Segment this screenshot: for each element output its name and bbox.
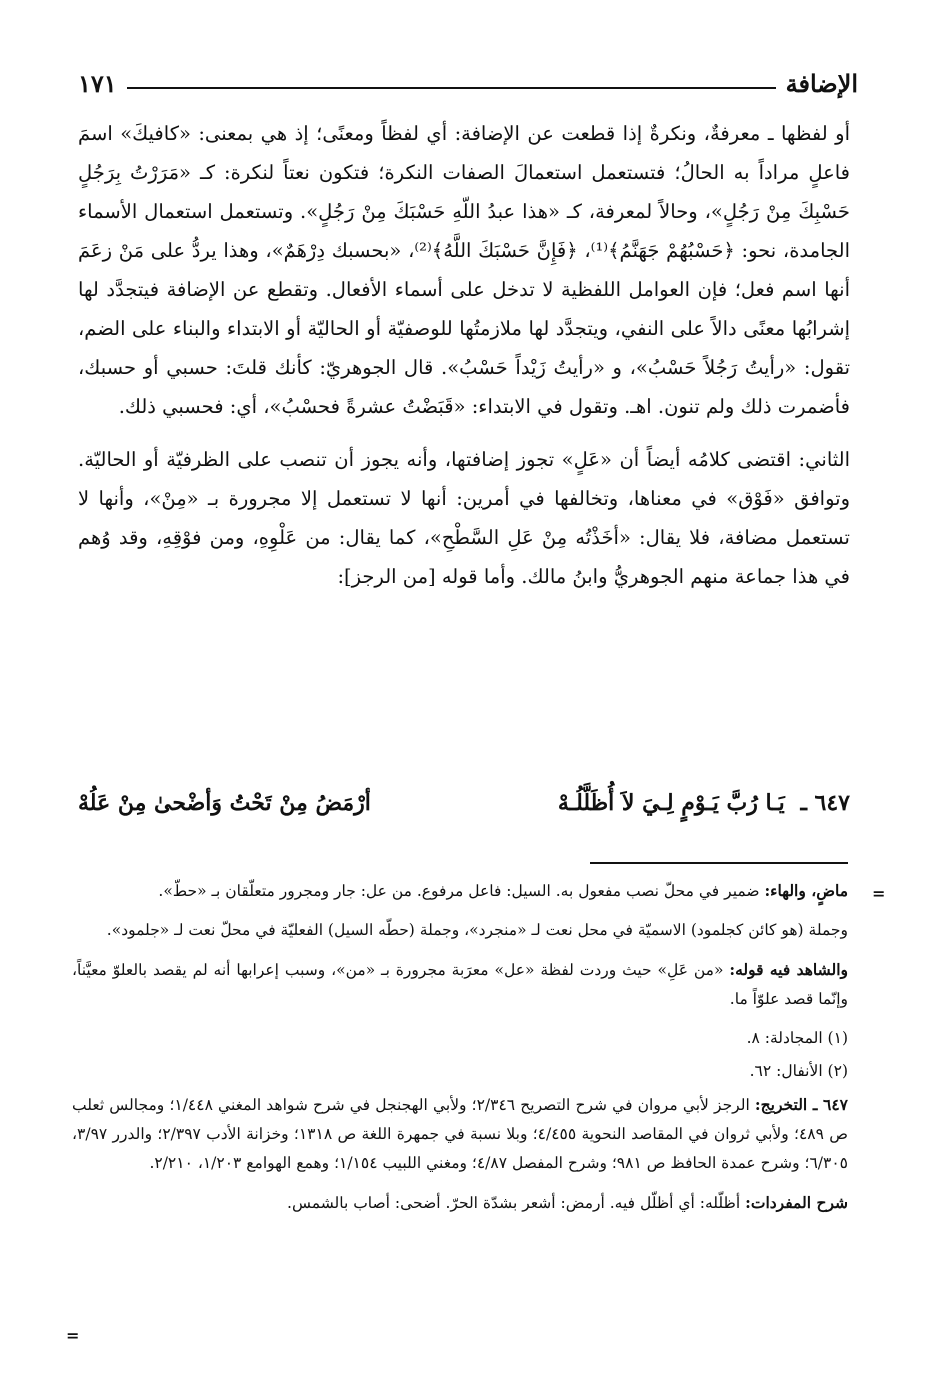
footnote-continuation-1 bbox=[72, 876, 848, 906]
footnote-text: ضمير في محلّ نصب مفعول به. السيل: فاعل مرفوع. من عل: جار ومجرور متعلّقان بـ «حطّ». bbox=[158, 882, 760, 900]
footnote-ref-2: (٢) الأنفال: ٦٢. bbox=[749, 1062, 848, 1080]
takhrij-text: الرجز لأبي مروان في شرح التصريح ٢/٣٤٦؛ ولأبي الهجنجل في شرح شواهد المغني ١/٤٤٨؛ ومجالس ثعلب ص ٤٨٩؛ ولأبي ثروان في المقاصد النحوية ٤/٤٥٥؛ وبلا نسبة في جمهرة اللغة ص ١٣١٨؛ وخزانة الأدب ٢/٣٩٧؛ والدرر ٣/٩٧، ٦/٣٠٥؛ وشرح عمدة الحافظ ص ٩٨١؛ وشرح المفصل ٤/٨٧؛ ومغني اللبيب ١/١٥٤؛ وهمع الهوامع ١/٢٠٣، ٢/٢١٠. bbox=[72, 1096, 848, 1172]
footnote-bold-lead: ماضٍ، والهاء: bbox=[764, 881, 848, 900]
footnote-continuation-2: وجملة (هو كائن كجلمود) الاسميّة في محل نعت لـ «منجرد»، وجملة (حطّه السيل) الفعليّة في محلّ نعت لـ «جلمود». bbox=[106, 921, 848, 939]
takhrij-bold-lead: ٦٤٧ ـ التخريج: bbox=[754, 1095, 848, 1114]
vocab-bold-lead: شرح المفردات: bbox=[745, 1193, 848, 1212]
page-header bbox=[78, 58, 858, 98]
footnotes bbox=[72, 876, 848, 1228]
verse-first-hemistich: يَـا رُبَّ يَـوْمٍ لِـيَ لاَ أُظَلَّلُـهْ bbox=[557, 790, 785, 816]
vocab-text: أظلّله: أي أظلّل فيه. أرمض: أشعر بشدّة الحرّ. أضحى: أصاب بالشمس. bbox=[287, 1194, 741, 1212]
footnote-separator bbox=[590, 862, 848, 864]
body-paragraph-1: أو لفظها ـ معرفةٌ، ونكرةٌ إذا قطعت عن الإضافة: أي لفظاً ومعنًى؛ إذ هي بمعنى: «كافيكَ» اسمَ فاعلٍ مراداً به الحالُ؛ فتستعمل استعمالَ الصفات النكرة؛ فتكون نعتاً لنكرة: كـ «مَرَرْتُ بِرَجُلٍ حَسْبِكَ مِنْ رَجُلٍ»، وحالاً لمعرفة، كـ «هذا عبدُ اللّهِ حَسْبَكَ مِنْ رَجُلٍ». وتستعمل استعمال الأسماء الجامدة، نحو: ﴿حَسْبُهُمْ جَهَنَّمُ﴾⁽¹⁾، ﴿فَإِنَّ حَسْبَكَ اللَّهُ﴾⁽²⁾، «بحسبك دِرْهَمٌ»، وهذا يردُّ على مَنْ زعَمَ أنها اسم فعل؛ فإن العوامل اللفظية لا تدخل على أسماء الأفعال. وتقطع عن الإضافة فيتجدَّد لها إشرابُها معنًى دالاً على النفي، ويتجدَّد لها ملازمتُها للوصفيّة أو الحاليّة أو الابتداء والبناء على الضم، تقول: «رأيتُ رَجُلاً حَسْبُ»، و «رأيتُ زَيْداً حَسْبُ». قال الجوهريّ: كأنك قلتَ: حسبي أو حسبك، فأضمرت ذلك ولم تنون. اهـ. وتقول في الابتداء: «قَبَضْتُ عشرةً فحسْبُ»، أي: فحسبي ذلك. bbox=[78, 122, 850, 418]
footnote-takhrij bbox=[72, 1090, 848, 1178]
verse-number: ٦٤٧ ـ bbox=[800, 790, 850, 816]
running-title: الإضافة bbox=[785, 69, 858, 98]
main-text bbox=[78, 114, 850, 596]
verse-first-part bbox=[558, 790, 850, 816]
bottom-continuation-mark: = bbox=[66, 1326, 80, 1345]
page-number: ١٧١ bbox=[78, 69, 117, 98]
header-rule bbox=[127, 87, 776, 89]
footnote-witness bbox=[72, 955, 848, 1014]
verse-line bbox=[78, 790, 850, 816]
footnote-vocab bbox=[72, 1188, 848, 1218]
witness-text: «من عَلِ» حيث وردت لفظة «عل» معرَبة مجرورة بـ «من»، وسبب إعرابها أنه لم يقصد بالعلوّ معيَّناً، وإنّما قصد علوّاً ما. bbox=[72, 961, 848, 1008]
body-paragraph-2: الثاني: اقتضى كلامُه أيضاً أن «عَلٍ» تجوز إضافتها، وأنه يجوز أن تنصب على الظرفيّة أو الحاليّة. وتوافق «فَوْق» في معناها، وتخالفها في أمرين: أنها لا تستعمل إلا مجرورة بـ «مِنْ»، وأنها لا تستعمل مضافة، فلا يقال: «أخَذْتُه مِنْ عَلِ السَّطْحِ»، كما يقال: من عَلْوِهِ، ومن فوْقِهِ، وقد وُهم في هذا جماعة منهم الجوهريُّ وابنُ مالك. وأما قوله [من الرجز]: bbox=[78, 448, 850, 588]
footnote-ref-1: (١) المجادلة: ٨. bbox=[746, 1029, 848, 1047]
witness-bold-lead: والشاهد فيه قوله: bbox=[729, 960, 848, 979]
continuation-mark: = bbox=[872, 884, 886, 903]
verse-second-hemistich: أرْمَضُ مِنْ تَحْتُ وَأضْحىٰ مِنْ عَلُهْ bbox=[78, 790, 371, 816]
